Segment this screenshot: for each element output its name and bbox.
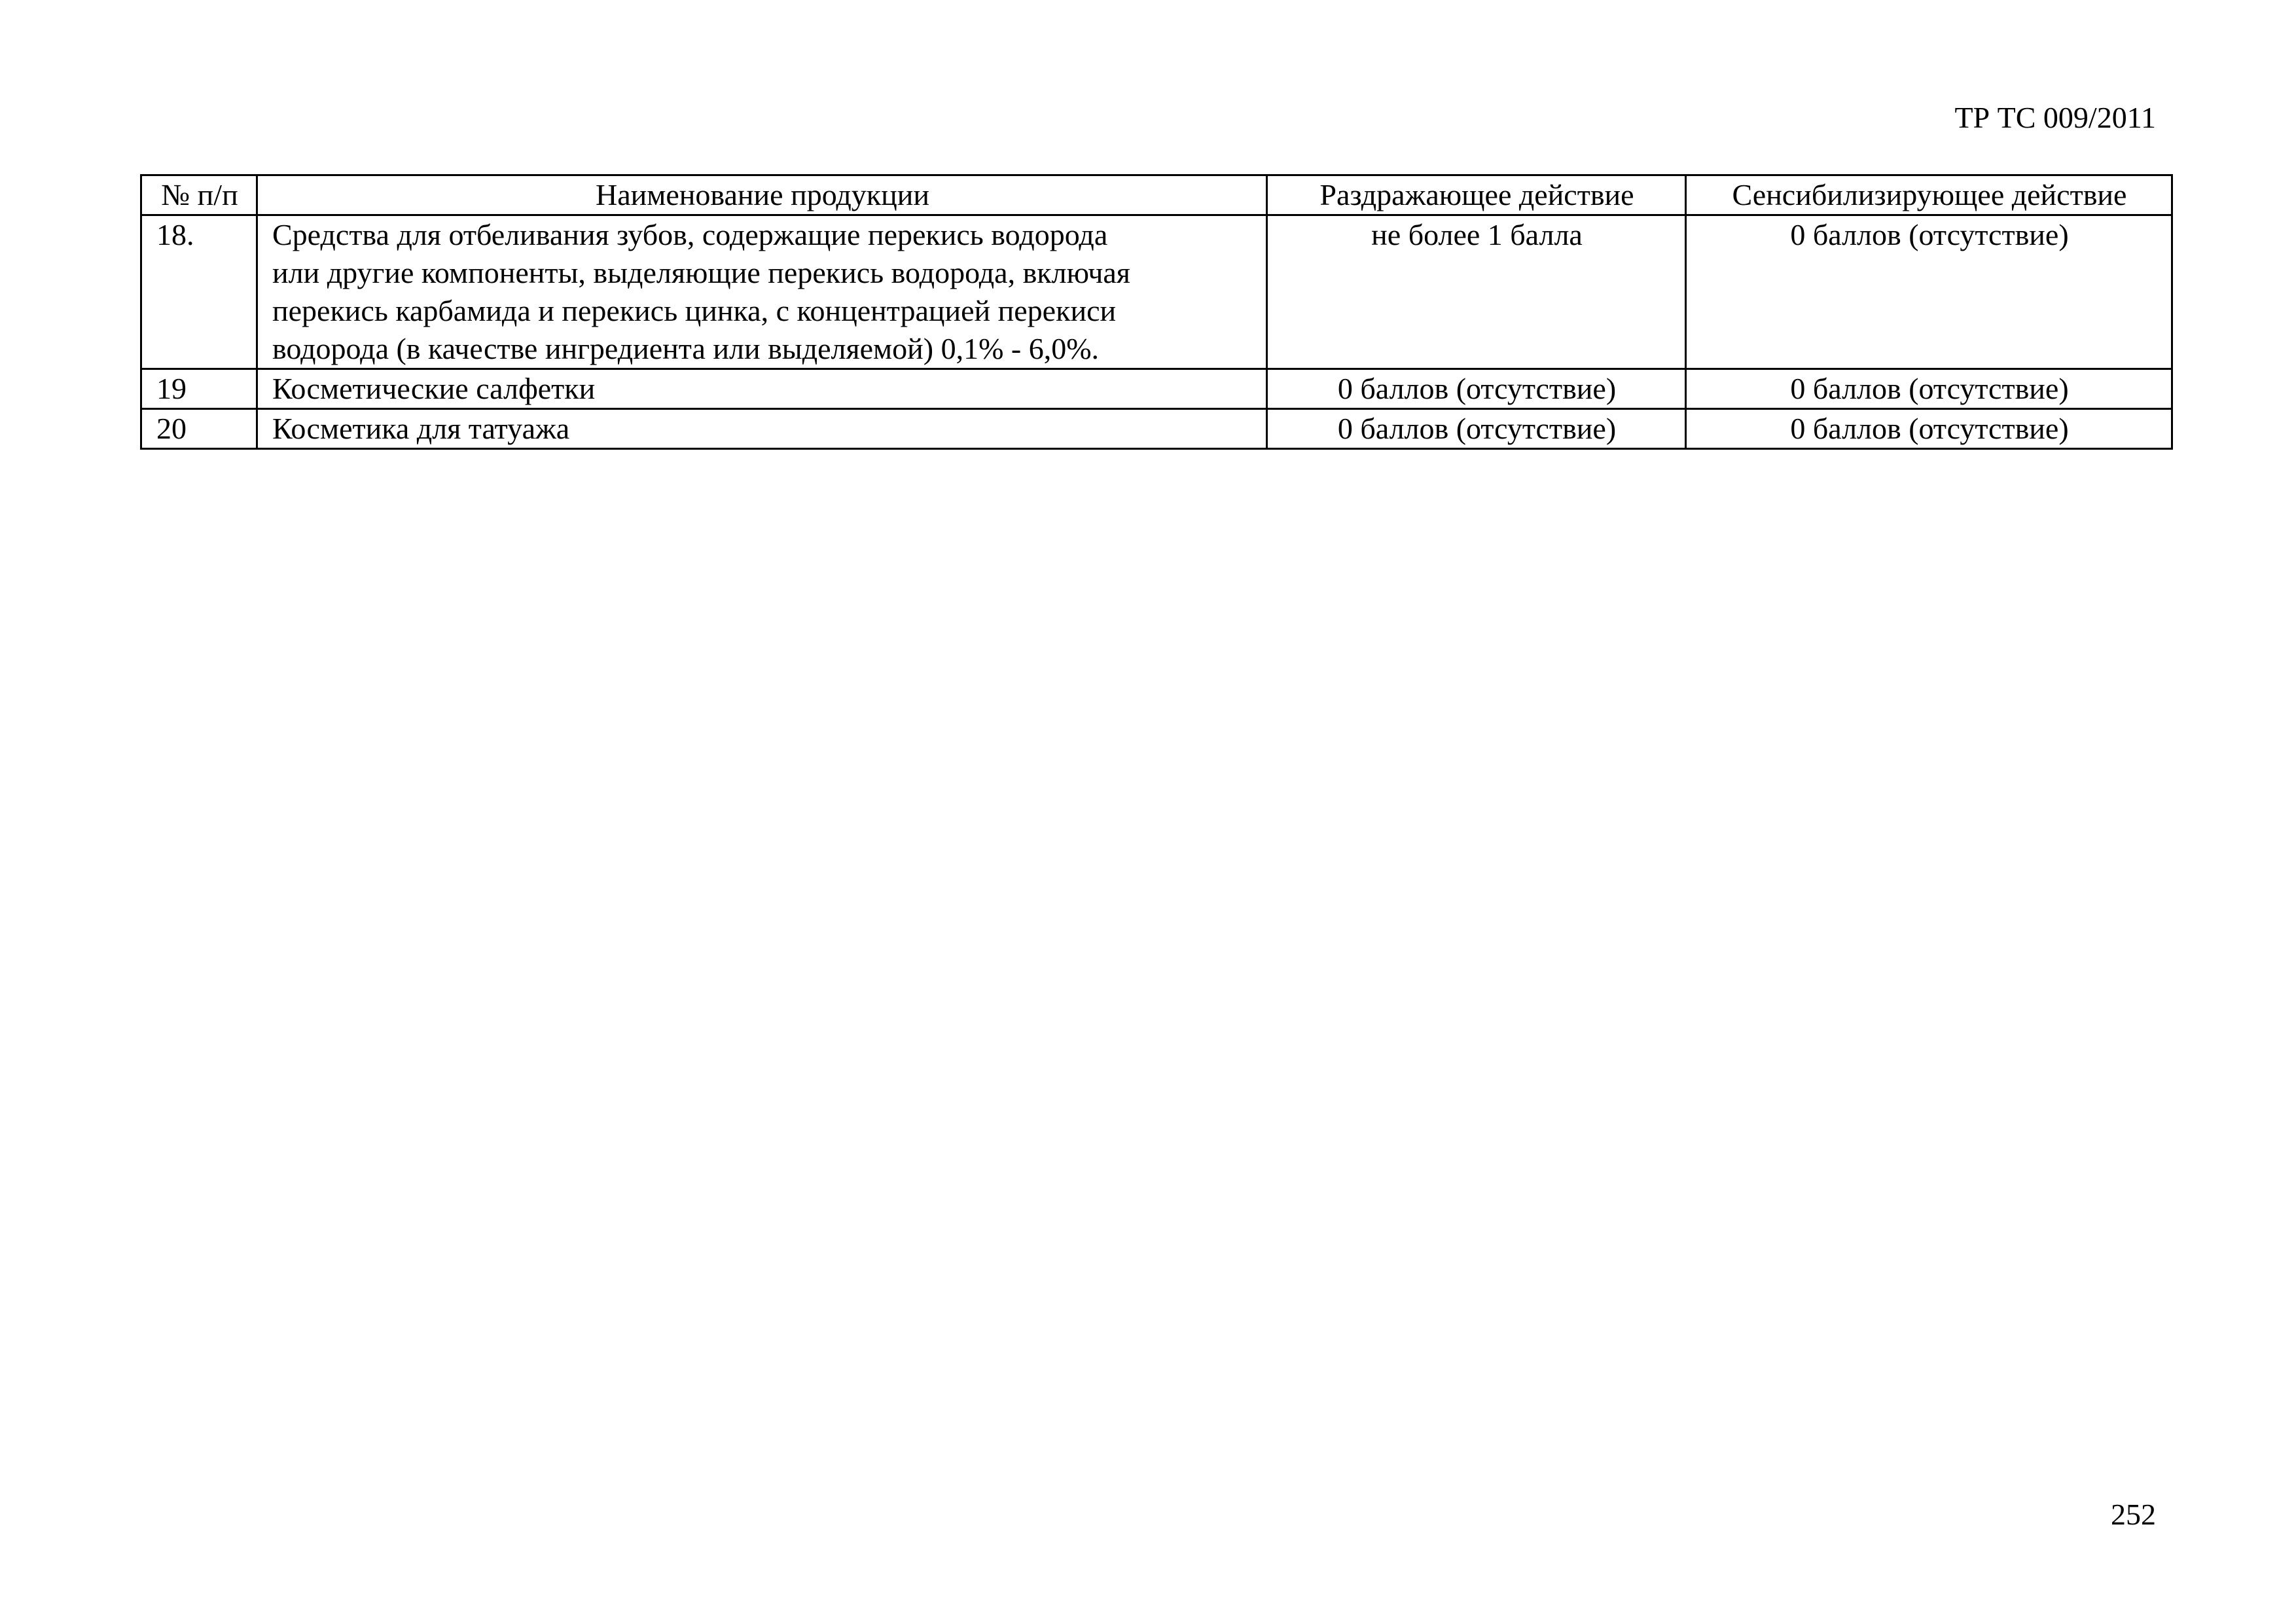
product-name — [257, 215, 1267, 369]
irritant-value: 0 баллов (отсутствие) — [1267, 369, 1686, 409]
column-header-number: № п/п — [141, 175, 257, 215]
irritant-value: 0 баллов (отсутствие) — [1267, 409, 1686, 449]
table-row — [141, 215, 2172, 369]
product-name: Косметические салфетки — [257, 369, 1267, 409]
column-header-sensitizing-action: Сенсибилизирующее действие — [1686, 175, 2172, 215]
page-number: 252 — [2111, 1498, 2156, 1531]
product-name: Косметика для татуажа — [257, 409, 1267, 449]
row-number: 19 — [141, 369, 257, 409]
table-row — [141, 409, 2172, 449]
table-header-row — [141, 175, 2172, 215]
column-header-product-name: Наименование продукции — [257, 175, 1267, 215]
product-name-line: водорода (в качестве ингредиента или выделяемой) 0,1% - 6,0%. — [272, 332, 1100, 365]
table-row — [141, 369, 2172, 409]
document-code: ТР ТС 009/2011 — [1954, 101, 2156, 134]
product-name-line: перекись карбамида и перекись цинка, с концентрацией перекиси — [272, 294, 1117, 327]
product-name-line: или другие компоненты, выделяющие перекись водорода, включая — [272, 256, 1130, 289]
row-number: 20 — [141, 409, 257, 449]
sensitizing-value: 0 баллов (отсутствие) — [1686, 369, 2172, 409]
product-name-line: Средства для отбеливания зубов, содержащие перекись водорода — [272, 218, 1108, 251]
sensitizing-value: 0 баллов (отсутствие) — [1686, 215, 2172, 369]
row-number: 18. — [141, 215, 257, 369]
column-header-irritant-action: Раздражающее действие — [1267, 175, 1686, 215]
sensitizing-value: 0 баллов (отсутствие) — [1686, 409, 2172, 449]
product-requirements-table — [140, 174, 2173, 450]
irritant-value: не более 1 балла — [1267, 215, 1686, 369]
